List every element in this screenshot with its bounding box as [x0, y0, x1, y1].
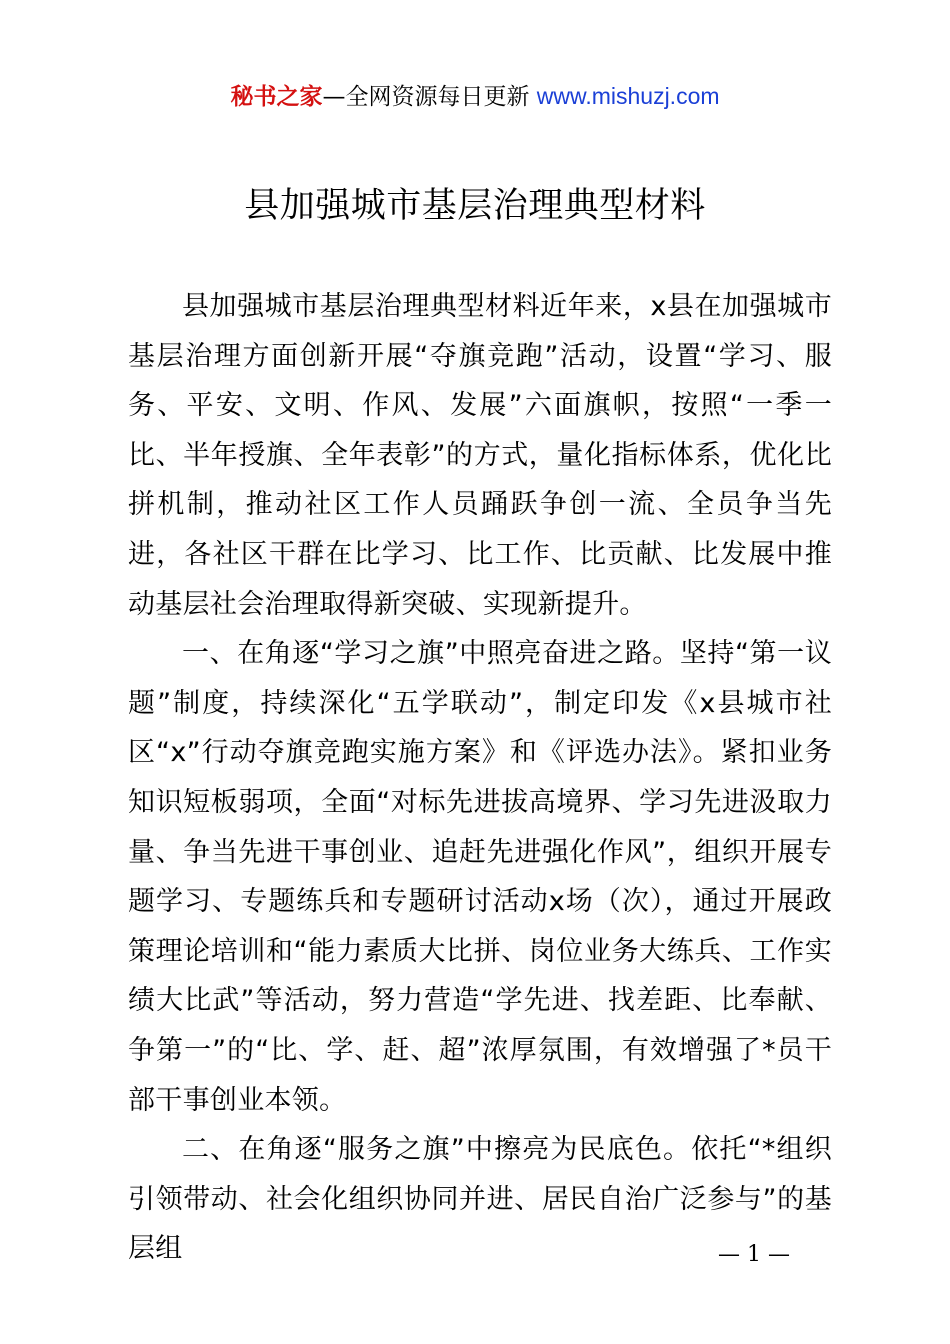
paragraph-section-1: 一、在角逐“学习之旗”中照亮奋进之路。坚持“第一议题”制度，持续深化“五学联动”，制定印发《x县城市社区“x”行动夺旗竞跑实施方案》和《评选办法》。紧扣业务知识短板弱项，全面“对标先进拔高境界、学习先进汲取力量、争当先进干事创业、追赶先进强化作风”，组织开展专题学习、专题练兵和专题研讨活动x场（次），通过开展政策理论培训和“能力素质大比拼、岗位业务大练兵、工作实绩大比武”等活动，努力营造“学先进、找差距、比奉献、争第一”的“比、学、赶、超”浓厚氛围，有效增强了*员干部干事创业本领。 — [128, 638, 832, 1116]
document-title: 县加强城市基层治理典型材料 — [244, 186, 706, 226]
site-tagline: —全网资源每日更新 — [322, 84, 537, 110]
paragraph-intro: 县加强城市基层治理典型材料近年来，x县在加强城市基层治理方面创新开展“夺旗竞跑”活动，设置“学习、服务、平安、文明、作风、发展”六面旗帜，按照“一季一比、半年授旗、全年表彰”的方式，量化指标体系，优化比拼机制，推动社区工作人员踊跃争创一流、全员争当先进，各社区干群在比学习、比工作、比贡献、比发展中推动基层社会治理取得新突破、实现新提升。 — [128, 291, 832, 620]
site-header — [0, 80, 950, 113]
page-number: — 1 — — [718, 1242, 790, 1267]
document-body — [128, 282, 832, 1274]
paragraph-section-2: 二、在角逐“服务之旗”中擦亮为民底色。依托“*组织引领带动、社会化组织协同并进、居民自治广泛参与”的基层组 — [128, 1134, 832, 1265]
site-brand: 秘书之家 — [230, 84, 323, 110]
site-url-link[interactable]: www.mishuzj.com — [536, 83, 720, 109]
